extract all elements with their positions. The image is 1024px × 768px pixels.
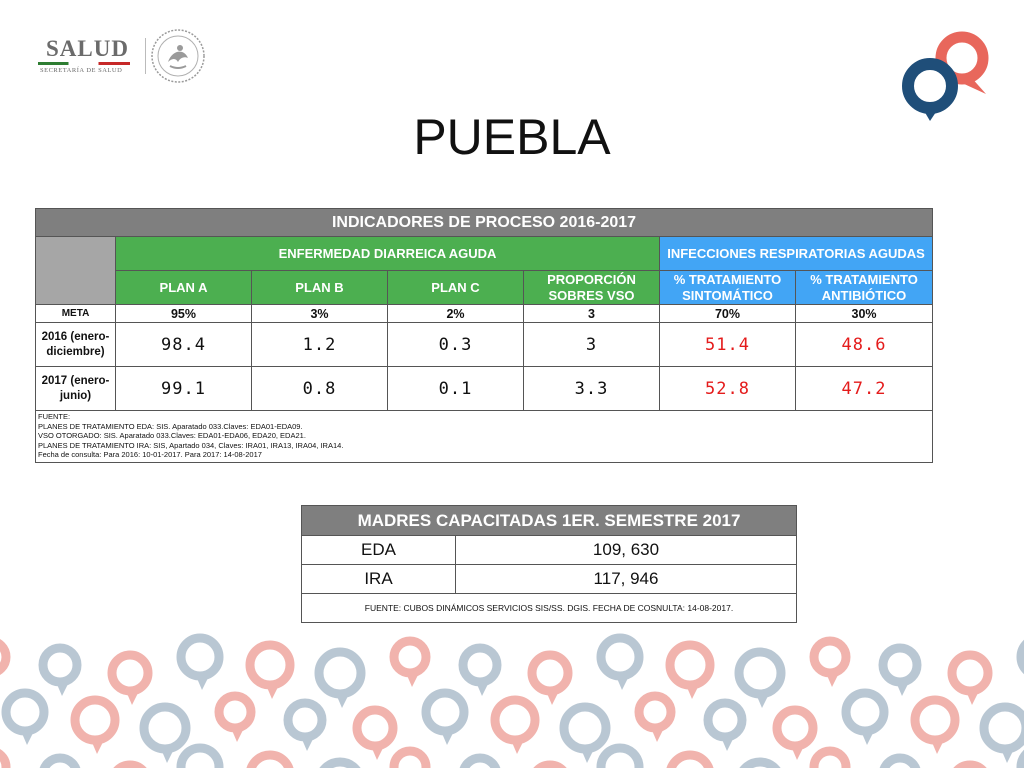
- meta-label: META: [36, 305, 116, 323]
- bubble-tail: [966, 689, 980, 705]
- row-label: 2017 (enero-junio): [36, 367, 116, 411]
- bubble-tail: [21, 729, 35, 745]
- bubble-ring: [984, 707, 1024, 749]
- column-header: PLAN B: [252, 271, 388, 305]
- bubble-tail: [1001, 747, 1015, 763]
- bubble-tail: [931, 738, 945, 754]
- page-title: PUEBLA: [413, 109, 611, 165]
- process-table-title: INDICADORES DE PROCESO 2016-2017: [36, 209, 933, 237]
- bubble-ring: [75, 700, 115, 740]
- data-cell: 3: [524, 323, 660, 367]
- column-header: % TRATAMIENTO SINTOMÁTICO: [660, 271, 796, 305]
- bubble-ring: [319, 762, 361, 768]
- bubble-ring: [0, 751, 6, 768]
- bubble-tail: [896, 680, 910, 696]
- salud-logo-word: SALUD: [46, 36, 129, 61]
- meta-value: 95%: [116, 305, 252, 323]
- bubble-ring: [708, 703, 742, 737]
- data-cell: 3.3: [524, 367, 660, 411]
- column-header: PROPORCIÓN SOBRES VSO: [524, 271, 660, 305]
- mothers-table-title: MADRES CAPACITADAS 1ER. SEMESTRE 2017: [302, 506, 797, 536]
- bubble-tail: [826, 671, 840, 687]
- table-row: [36, 367, 933, 411]
- bubble-ring: [601, 748, 639, 768]
- data-cell: 0.3: [388, 323, 524, 367]
- data-cell: 51.4: [660, 323, 796, 367]
- eda-group-header: ENFERMEDAD DIARREICA AGUDA: [116, 237, 660, 271]
- bubble-tail: [406, 671, 420, 687]
- process-table-source: [36, 411, 933, 463]
- salud-logo-subtitle: SECRETARÍA DE SALUD: [40, 67, 123, 74]
- bubble-tail: [126, 689, 140, 705]
- bubble-ring: [601, 638, 639, 676]
- data-cell: 0.8: [252, 367, 388, 411]
- bubble-ring: [144, 707, 186, 749]
- bubble-ring: [639, 696, 671, 728]
- bubble-tail: [301, 735, 315, 751]
- bubble-ring: [43, 648, 77, 682]
- bubble-ring: [181, 748, 219, 768]
- meta-value: 70%: [660, 305, 796, 323]
- bubble-ring: [564, 707, 606, 749]
- row-label: IRA: [302, 565, 456, 594]
- source-line: PLANES DE TRATAMIENTO EDA: SIS. Aparatado 033.Claves: EDA01-EDA09.: [38, 421, 303, 431]
- bubble-tail: [616, 674, 630, 690]
- bubble-ring: [0, 641, 6, 673]
- table-row: [302, 565, 797, 594]
- corner-cell: [36, 237, 116, 305]
- bubble-tail: [721, 735, 735, 751]
- column-header: % TRATAMIENTO ANTIBIÓTICO: [796, 271, 933, 305]
- row-label: 2016 (enero-diciembre): [36, 323, 116, 367]
- bubble-tail: [56, 680, 70, 696]
- bubble-tail: [651, 726, 665, 742]
- data-cell: 1.2: [252, 323, 388, 367]
- bubble-ring: [219, 696, 251, 728]
- ira-group-header: INFECCIONES RESPIRATORIAS AGUDAS: [660, 237, 933, 271]
- source-line: Fecha de consulta: Para 2016: 10-01-2017. Para 2017: 14-08-2017: [38, 450, 262, 459]
- bubble-tail: [336, 692, 350, 708]
- data-cell: 98.4: [116, 323, 252, 367]
- bubble-tail: [91, 738, 105, 754]
- bubble-tail: [791, 744, 805, 760]
- bubble-ring: [250, 645, 290, 685]
- bubble-ring: [532, 655, 568, 691]
- data-cell: 99.1: [116, 367, 252, 411]
- bubble-ring: [739, 762, 781, 768]
- bubble-ring: [394, 751, 426, 768]
- bubble-ring: [495, 700, 535, 740]
- bubble-tail: [441, 729, 455, 745]
- bubble-tail: [371, 744, 385, 760]
- bubble-tail: [756, 692, 770, 708]
- bubble-ring: [814, 751, 846, 768]
- source-line: PLANES DE TRATAMIENTO IRA: SIS, Apartado 034, Claves: IRA01, IRA13, IRA04, IRA14.: [38, 440, 344, 450]
- bubble-ring: [319, 652, 361, 694]
- data-cell: 0.1: [388, 367, 524, 411]
- bubble-ring: [394, 641, 426, 673]
- bubble-ring: [883, 648, 917, 682]
- bubble-ring: [112, 655, 148, 691]
- bubble-ring: [288, 703, 322, 737]
- bubble-tail: [266, 683, 280, 699]
- meta-value: 3%: [252, 305, 388, 323]
- bubble-ring: [670, 755, 710, 768]
- bubble-ring: [181, 638, 219, 676]
- bubble-ring: [846, 693, 884, 731]
- salud-logo-flag-bar: [38, 62, 130, 65]
- bubble-ring: [883, 758, 917, 768]
- bubble-ring: [739, 652, 781, 694]
- data-cell: 117, 946: [456, 565, 797, 594]
- logo-divider: [145, 38, 146, 74]
- meta-value: 30%: [796, 305, 933, 323]
- bubble-ring: [43, 758, 77, 768]
- data-cell: 47.2: [796, 367, 933, 411]
- mexican-coat-of-arms-icon: [150, 28, 206, 84]
- meta-value: 2%: [388, 305, 524, 323]
- bubble-tail: [511, 738, 525, 754]
- mothers-table-source: FUENTE: CUBOS DINÁMICOS SERVICIOS SIS/SS. DGIS. FECHA DE COSNULTA: 14-08-2017.: [302, 594, 797, 623]
- table-row: [302, 536, 797, 565]
- bubble-ring: [777, 710, 813, 746]
- meta-value: 3: [524, 305, 660, 323]
- column-header: PLAN A: [116, 271, 252, 305]
- bubble-ring: [250, 755, 290, 768]
- bubble-tail: [861, 729, 875, 745]
- bubble-ring: [357, 710, 393, 746]
- column-header: PLAN C: [388, 271, 524, 305]
- bubble-ring: [426, 693, 464, 731]
- data-cell: 52.8: [660, 367, 796, 411]
- data-cell: 109, 630: [456, 536, 797, 565]
- bubble-tail: [196, 674, 210, 690]
- bubble-tail: [161, 747, 175, 763]
- bubble-ring: [952, 655, 988, 691]
- bubble-ring: [6, 693, 44, 731]
- data-cell: 48.6: [796, 323, 933, 367]
- bubble-ring: [814, 641, 846, 673]
- row-label: EDA: [302, 536, 456, 565]
- bubble-tail: [546, 689, 560, 705]
- bubble-tail: [686, 683, 700, 699]
- mothers-trained-table: [301, 505, 797, 623]
- meta-row: [36, 305, 933, 323]
- source-line: VSO OTORGADO: SIS. Aparatado 033.Claves: EDA01-EDA06, EDA20, EDA21.: [38, 431, 306, 440]
- bubble-ring: [463, 758, 497, 768]
- table-row: [36, 323, 933, 367]
- bubble-tail: [231, 726, 245, 742]
- decorative-bubble-pattern: [0, 625, 1024, 768]
- bubble-ring: [463, 648, 497, 682]
- bubble-tail: [476, 680, 490, 696]
- source-line: FUENTE:: [38, 412, 71, 421]
- salud-logo: [38, 36, 133, 76]
- bubble-ring: [670, 645, 710, 685]
- bubble-ring: [915, 700, 955, 740]
- process-indicators-table: [35, 208, 933, 463]
- bubble-tail: [581, 747, 595, 763]
